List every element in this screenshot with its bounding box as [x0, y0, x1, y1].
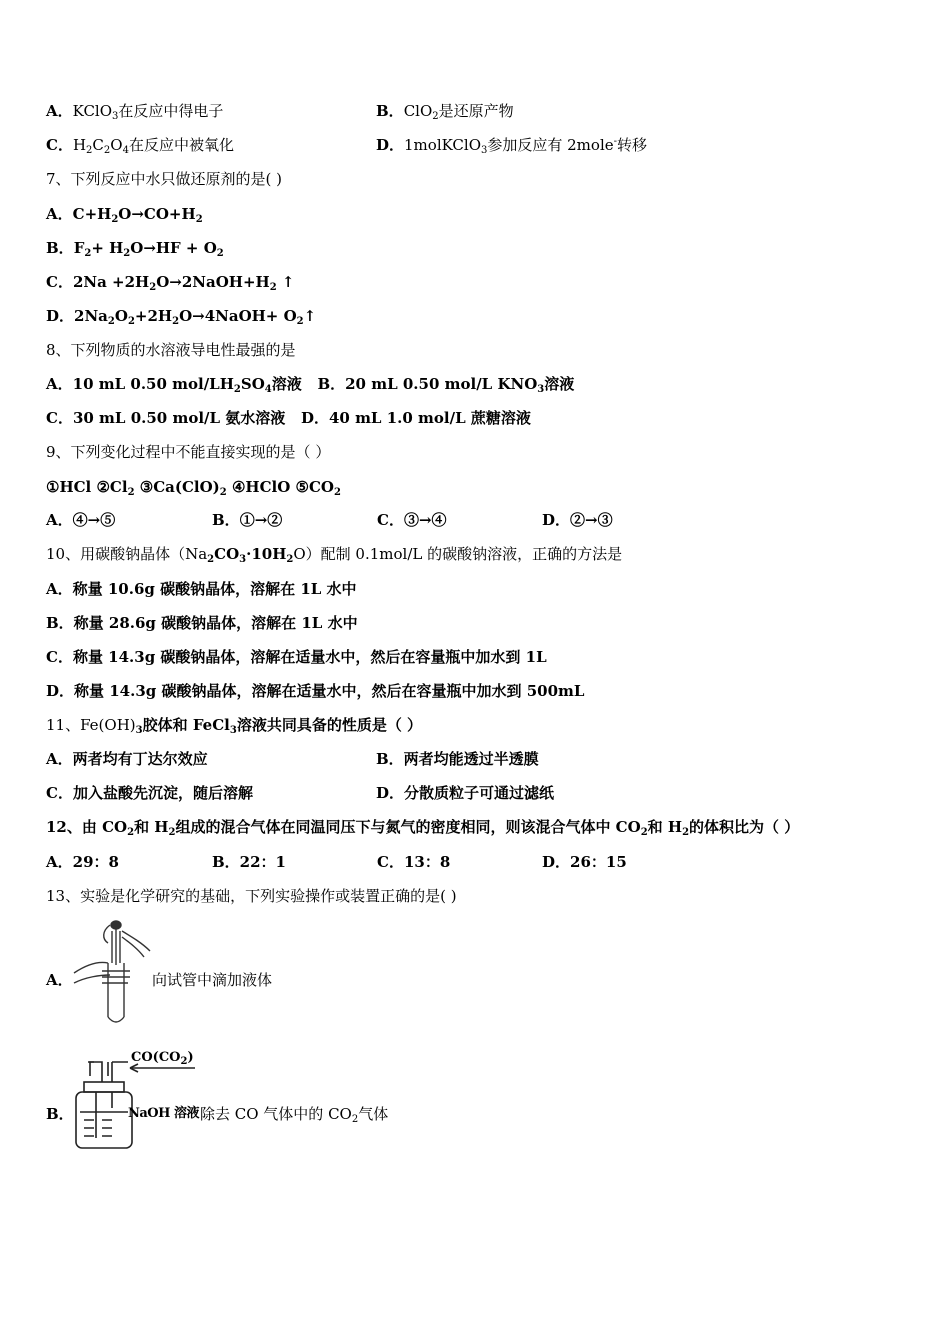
q9-option-a: A．④→⑤ [46, 511, 116, 529]
q8-option-row-1 [46, 374, 574, 394]
q12-option-b: B．22：1 [212, 853, 286, 871]
q11-stem: 11、$Fe(OH)_3$胶体和 FeCl$_3$溶液共同具备的性质是（ ） [46, 716, 423, 736]
q13-stem: 13、实验是化学研究的基础，下列实验操作或装置正确的是( ) [46, 887, 457, 905]
q13-option-b-label: B． [46, 1105, 74, 1123]
q8-option-b: B．20 mL 0.50 mol/L $KNO_3$溶液 [317, 375, 575, 395]
q10-stem: 10、用碳酸钠晶体$(Na_2CO_3\cdot 10H_2O)$配制 0.1mol/L 的碳酸钠溶液，正确的方法是 [46, 545, 623, 565]
q11-option-a: A．两者均有丁达尔效应 [46, 750, 208, 768]
q11-option-c: C．加入盐酸先沉淀，随后溶解 [46, 784, 253, 802]
q11-option-row-2 [46, 783, 555, 803]
dropper-test-tube-figure [72, 917, 154, 1029]
q12-option-c: C．13：8 [377, 853, 451, 871]
q10-option-a: A．称量 10.6g 碳酸钠晶体，溶解在 1L 水中 [46, 580, 357, 598]
q8-option-a: A．10 mL 0.50 mol/$LH_2SO_4$溶液 [46, 375, 302, 395]
q8-option-row-2 [46, 408, 531, 428]
q9-option-d: D．②→③ [542, 511, 613, 529]
q7-option-a: A．$C+H_2O\to CO+H_2$ [46, 205, 203, 225]
q9-substance-list: ①HCl $②Cl_2$ $③Ca(ClO)_2$ ④HClO $⑤CO_2$ [46, 478, 341, 498]
q10-option-d: D．称量 14.3g 碳酸钠晶体，溶解在适量水中，然后在容量瓶中加水到 500mL [46, 682, 585, 700]
q11-option-row-1 [46, 749, 539, 769]
q12-option-d: D．26：15 [542, 853, 627, 871]
q11-option-b: B．两者均能透过半透膜 [376, 750, 539, 768]
q7-option-c: C．$2Na +2H_2O\to 2NaOH+H_2$ ↑ [46, 273, 295, 293]
q6-option-row-2 [46, 135, 648, 156]
q6-a-label: A． [46, 102, 73, 120]
q6-c-text: $H_2C_2O_4$在反应中被氧化 [72, 136, 234, 156]
fig-b-gas-label: $CO(CO_2)$ [131, 1050, 194, 1067]
q13-option-b-text: 除去 CO 气体中的 $CO_2$气体 [200, 1105, 389, 1125]
q7-stem: 7、下列反应中水只做还原剂的是( ) [46, 170, 283, 188]
q6-c-label: C． [46, 136, 73, 154]
q6-a-text: KClO$_3$在反应中得电子 [72, 102, 224, 122]
q12-option-a: A．29：8 [46, 853, 119, 871]
q9-option-b: B．①→② [212, 511, 283, 529]
q7-option-b: B．$F_2+ H_2O\to HF + O_2$ [46, 239, 224, 259]
q13-option-a-label: A． [46, 971, 73, 989]
q6-b: B．ClO$_2$是还原产物 [376, 102, 514, 122]
q9-option-c: C．③→④ [377, 511, 447, 529]
q12-stem: 12、由 $CO_2$和 $H_2$组成的混合气体在同温同压下与氮气的密度相同，则该混合气体中 $CO_2$和 $H_2$的体积比为（ ） [46, 818, 800, 838]
q11-option-d: D．分散质粒子可通过滤纸 [376, 784, 555, 802]
q6-option-row-1 [46, 101, 514, 122]
q13-option-a-text: 向试管中滴加液体 [152, 971, 273, 989]
q8-stem: 8、下列物质的水溶液导电性最强的是 [46, 341, 296, 359]
q9-options [46, 510, 613, 530]
fig-b-solution-label: NaOH 溶液 [128, 1106, 199, 1121]
q8-option-d: D．40 mL 1.0 mol/L 蔗糖溶液 [300, 409, 531, 427]
q6-d: D．1molKClO$_3$参加反应有 2mole-转移 [376, 136, 648, 156]
q12-options [46, 852, 627, 872]
q9-stem: 9、下列变化过程中不能直接实现的是（ ） [46, 443, 331, 461]
q10-option-b: B．称量 28.6g 碳酸钠晶体，溶解在 1L 水中 [46, 614, 358, 632]
q8-option-c: C．30 mL 0.50 mol/L 氨水溶液 [46, 409, 286, 427]
q10-option-c: C．称量 14.3g 碳酸钠晶体，溶解在适量水中，然后在容量瓶中加水到 1L [46, 648, 547, 666]
q7-option-d: D．$2Na_2O_2+2H_2O\to 4NaOH+$ $O_2↑$ [46, 307, 317, 327]
